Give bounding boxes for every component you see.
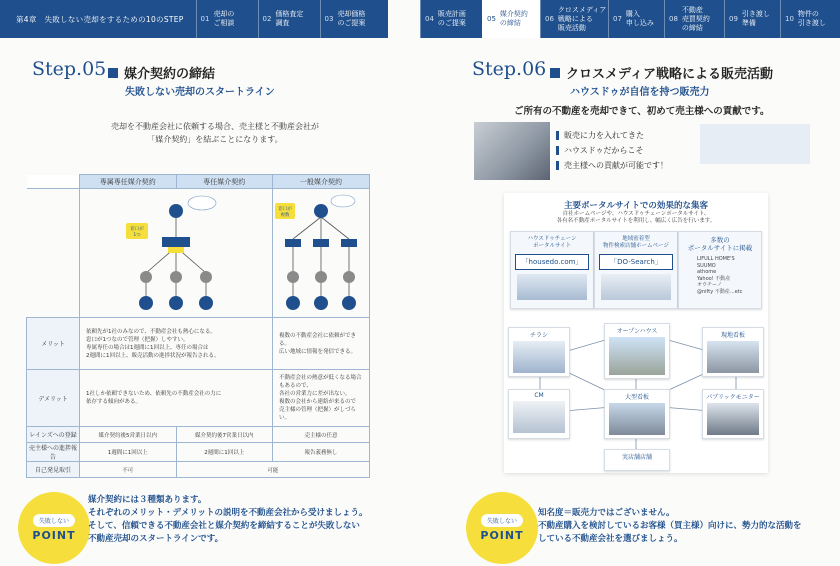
cm-image <box>513 401 565 433</box>
media-label: チラシ <box>529 332 548 339</box>
point-badge-right <box>466 492 538 564</box>
self-found-label: 自己発見取引 <box>27 462 80 478</box>
agency-icon <box>285 239 301 247</box>
step-06-subheading: ハウスドゥが自信を持つ販売力 <box>570 87 710 98</box>
step-nav-02 <box>258 0 320 38</box>
site-screenshot <box>517 274 587 300</box>
agent-gray-icon <box>287 271 299 283</box>
demerit-label: デメリット <box>27 370 80 427</box>
speech-bubble-icon <box>188 196 216 210</box>
step-nav-number: 04 <box>425 14 434 23</box>
site-card-portals <box>678 231 762 309</box>
media-label: 大型看板 <box>624 394 649 401</box>
promo-line <box>556 143 668 158</box>
media-card-openhouse <box>604 323 670 379</box>
agent-gray-icon <box>140 271 152 283</box>
self-found-other: 可能 <box>176 462 370 478</box>
step-05-subheading: 失敗しない売却のスタートライン <box>125 87 275 98</box>
step-nav-09 <box>724 0 780 38</box>
site-name: 「housedo.com」 <box>515 254 589 270</box>
point-line: 不動産購入を検討しているお客様（買主様）向けに、勢力的な活動を <box>538 521 802 531</box>
bar-icon <box>556 131 559 140</box>
promo-line-text: 売主様への貢献が可能です！ <box>564 161 668 170</box>
portal-desc-line: 自社ホームページや、ハウスドゥチェーンポータルサイト、 <box>562 211 710 217</box>
point-line: 媒介契約には３種類あります。 <box>88 495 207 505</box>
billboard-image <box>609 403 665 435</box>
buyer-icon <box>169 296 183 310</box>
site-card-housedo <box>510 231 594 309</box>
site-screenshot <box>601 274 671 300</box>
demerit-item: 不動産会社の熱意が低くなる場合もあるので、 <box>279 375 362 389</box>
media-label: CM <box>534 392 544 399</box>
col-header-exclusive: 専任媒介契約 <box>176 175 273 189</box>
step-nav-number: 08 <box>669 14 678 23</box>
step-nav-number: 09 <box>729 14 738 23</box>
badge-pill: 失敗しない <box>481 514 523 527</box>
multi-window-text-1: 窓口が <box>278 207 292 212</box>
badge-pill: 失敗しない <box>33 514 75 527</box>
step-nav-number: 03 <box>324 14 334 23</box>
point-badge-left <box>18 492 90 564</box>
merit-item: 2週間に1回以上、販売活動の進捗状況が報告される。 <box>86 352 220 359</box>
demerit-item: 各社の営業力に差が出ない。 <box>279 391 351 397</box>
portal-title: 主要ポータルサイトでの効果的な集客 <box>564 201 708 211</box>
intro-line-1: 売却を不動産会社に依頼する場合、売主様と不動産会社が <box>111 122 319 131</box>
media-strategy-panel <box>504 193 768 473</box>
intro-line-2: 「媒介契約」を結ぶことになります。 <box>147 135 283 144</box>
point-line: している不動産会社を選びましょう。 <box>538 534 683 544</box>
point-line: 不動産売却のスタートラインです。 <box>88 534 224 544</box>
bar-icon <box>556 146 559 155</box>
site-caption: ハウスドゥチェーン ポータルサイト <box>527 236 577 249</box>
buyer-icon <box>199 296 213 310</box>
diagram-spacer <box>27 189 80 318</box>
portal-list <box>679 252 761 295</box>
onsite-sign-image <box>707 341 759 373</box>
step-nav-04 <box>420 0 482 38</box>
step-nav-label: 売却の ご相談 <box>213 10 235 27</box>
portal-item: Yahoo! 不動産 <box>697 275 731 282</box>
media-label: 現地看板 <box>720 332 745 339</box>
office-photo-faded <box>700 124 810 164</box>
portal-desc-line: 各有名不動産ポータルサイトを利用し、幅広く広告を行います。 <box>556 218 716 224</box>
report-label: 売主様への進捗報告 <box>27 443 80 462</box>
exclusive-contract-diagram <box>80 189 272 317</box>
buyer-icon <box>314 296 328 310</box>
report-exclusive-special: 1週間に1回以上 <box>80 443 177 462</box>
agent-gray-icon <box>200 271 212 283</box>
general-contract-diagram <box>273 189 369 317</box>
portal-item: @nifty 不動産…etc <box>697 288 743 295</box>
demerit-item: 1社しか依頼できないため、依頼先の不動産会社の力に <box>86 391 222 397</box>
self-found-exclusive-special: 不可 <box>80 462 177 478</box>
chapter-title: 第4章 失敗しない売却をするための10のSTEP <box>16 14 184 24</box>
merit-exclusive-cell <box>80 318 273 370</box>
step-nav-number: 01 <box>200 14 210 23</box>
step-nav-label: 販売計画 のご提案 <box>437 10 466 27</box>
agency-icon <box>341 239 357 247</box>
media-card-onsite-sign <box>702 327 764 377</box>
site-name: 「DO-Search」 <box>599 254 673 270</box>
merit-general-cell <box>273 318 370 370</box>
demerit-item: 依存する傾向がある。 <box>86 399 142 405</box>
diagram-general <box>273 189 370 318</box>
public-monitor-image <box>707 403 759 435</box>
square-bullet-icon <box>550 68 560 78</box>
report-general: 報告義務無し <box>273 443 370 462</box>
promo-line <box>556 128 668 143</box>
portal-item: SUUMO <box>697 262 716 269</box>
media-card-flyer <box>508 327 570 377</box>
step-nav-07 <box>608 0 664 38</box>
step-nav-label: 不動産 売買契約 の締結 <box>681 5 710 32</box>
chapter-header <box>0 0 840 38</box>
demerit-item: 売主様の管理（把握）がしづらい。 <box>279 407 357 421</box>
speech-bubble-icon <box>331 195 355 207</box>
media-label: 実店舗店舗 <box>621 454 652 461</box>
portal-item: オウチーノ <box>697 282 722 288</box>
step-nav-01 <box>196 0 258 38</box>
handshake-photo <box>474 122 550 180</box>
merit-item: 依頼先が1社のみなので、不動産会社も熱心になる。 <box>86 328 216 335</box>
seller-icon <box>314 204 328 218</box>
seller-icon <box>169 204 183 218</box>
agent-gray-icon <box>343 271 355 283</box>
agent-gray-icon <box>170 271 182 283</box>
media-card-public-monitor <box>702 389 764 439</box>
step-nav-10 <box>780 0 840 38</box>
openhouse-image <box>609 337 665 375</box>
multi-window-text-2: 複数 <box>280 213 290 218</box>
reins-label: レインズへの登録 <box>27 427 80 443</box>
demerit-general-cell <box>273 370 370 427</box>
media-card-cm <box>508 389 570 439</box>
step-05-heading <box>108 63 215 82</box>
merit-item: 広い地域に情報を発信できる。 <box>279 348 357 355</box>
merit-item: 専属専任の場合は1週間に1回以上、専任の場合は <box>86 344 209 351</box>
step-06-lead: ご所有の不動産を売却できて、初めて売主様への貢献です。 <box>514 106 770 117</box>
col-header-general: 一般媒介契約 <box>273 175 370 189</box>
step-nav-number: 05 <box>487 14 496 23</box>
portal-item: LIFULL HOME'S <box>697 256 735 262</box>
buyer-icon <box>139 296 153 310</box>
media-label: オープンハウス <box>616 328 658 335</box>
step-06-heading <box>550 63 773 82</box>
point-text-right <box>538 507 828 546</box>
step-nav-08 <box>664 0 724 38</box>
site-card-dosearch <box>594 231 678 309</box>
media-card-store <box>604 449 670 471</box>
step-nav-label: 引き渡し 準備 <box>741 10 770 27</box>
reins-exclusive: 媒介契約後7営業日以内 <box>176 427 273 443</box>
media-label: パブリックモニター <box>706 394 760 401</box>
step-nav-number: 02 <box>262 14 272 23</box>
step-06-label: Step.06 <box>472 58 547 80</box>
step-05-label: Step.05 <box>32 58 107 80</box>
buyer-icon <box>342 296 356 310</box>
diagram-exclusive <box>80 189 273 318</box>
agency-icon <box>313 239 329 247</box>
step-nav-number: 10 <box>785 14 794 23</box>
point-text-left <box>88 494 408 546</box>
point-line: そして、信頼できる不動産会社と媒介契約を締結することが失敗しない <box>88 521 360 531</box>
agency-icon <box>162 237 190 247</box>
buyer-icon <box>286 296 300 310</box>
square-bullet-icon <box>108 68 118 78</box>
step-nav-label: 媒介契約 の締結 <box>499 10 528 27</box>
bar-icon <box>556 161 559 170</box>
flyer-image <box>513 341 565 373</box>
site-caption: 多数の ポータルサイトに掲載 <box>687 236 753 252</box>
table-corner <box>27 175 80 189</box>
page-gutter <box>388 0 420 38</box>
site-caption: 地域密着型 物件検索店舗ホームページ <box>603 236 669 249</box>
badge-word: POINT <box>480 529 524 542</box>
agent-gray-icon <box>315 271 327 283</box>
step-05-intro <box>50 120 380 146</box>
step-nav-label: 購入 申し込み <box>625 10 654 27</box>
mediation-contract-table <box>26 174 370 478</box>
single-window-text-1: 窓口が <box>130 227 144 232</box>
step-nav-05 <box>482 0 540 38</box>
promo-line <box>556 158 668 173</box>
col-header-exclusive-special: 専属専任媒介契約 <box>80 175 177 189</box>
reins-general: 売主様の任意 <box>273 427 370 443</box>
step-nav-number: 06 <box>545 14 554 23</box>
step-05-heading-text: 媒介契約の締結 <box>124 67 216 82</box>
step-nav-label: クロスメディア 戦略による 販売活動 <box>557 5 607 32</box>
promo-line-text: ハウスドゥだからこそ <box>564 146 644 155</box>
merit-label: メリット <box>27 318 80 370</box>
portal-item: athome <box>697 269 717 275</box>
step-nav-number: 07 <box>613 14 622 23</box>
step-nav-03 <box>320 0 388 38</box>
media-card-billboard <box>604 389 670 439</box>
merit-item: 窓口が1つなので管理（把握）しやすい。 <box>86 336 189 343</box>
portal-desc <box>504 211 768 225</box>
agency-highlight <box>168 247 184 253</box>
demerit-item: 複数の会社から連絡が来るので <box>279 399 357 405</box>
badge-word: POINT <box>32 529 76 542</box>
report-exclusive: 2週間に1回以上 <box>176 443 273 462</box>
promo-lines <box>556 128 668 173</box>
step-nav-06 <box>540 0 608 38</box>
demerit-exclusive-cell <box>80 370 273 427</box>
promo-line-text: 販売に力を入れてきた <box>564 131 644 140</box>
reins-exclusive-special: 媒介契約後5営業日以内 <box>80 427 177 443</box>
step-nav-label: 価格査定 調査 <box>275 10 304 27</box>
step-nav-label: 売却価格 のご提案 <box>337 10 366 27</box>
step-06-heading-text: クロスメディア戦略による販売活動 <box>566 67 773 82</box>
step-nav-label: 物件の 引き渡し <box>797 10 826 27</box>
single-window-text-2: 1つ <box>133 233 141 238</box>
point-line: 知名度＝販売力ではございません。 <box>538 508 675 518</box>
point-line: それぞれのメリット・デメリットの説明を不動産会社から受けましょう。 <box>88 508 368 518</box>
merit-item: 複数の不動産会社に依頼ができる。 <box>279 332 357 347</box>
